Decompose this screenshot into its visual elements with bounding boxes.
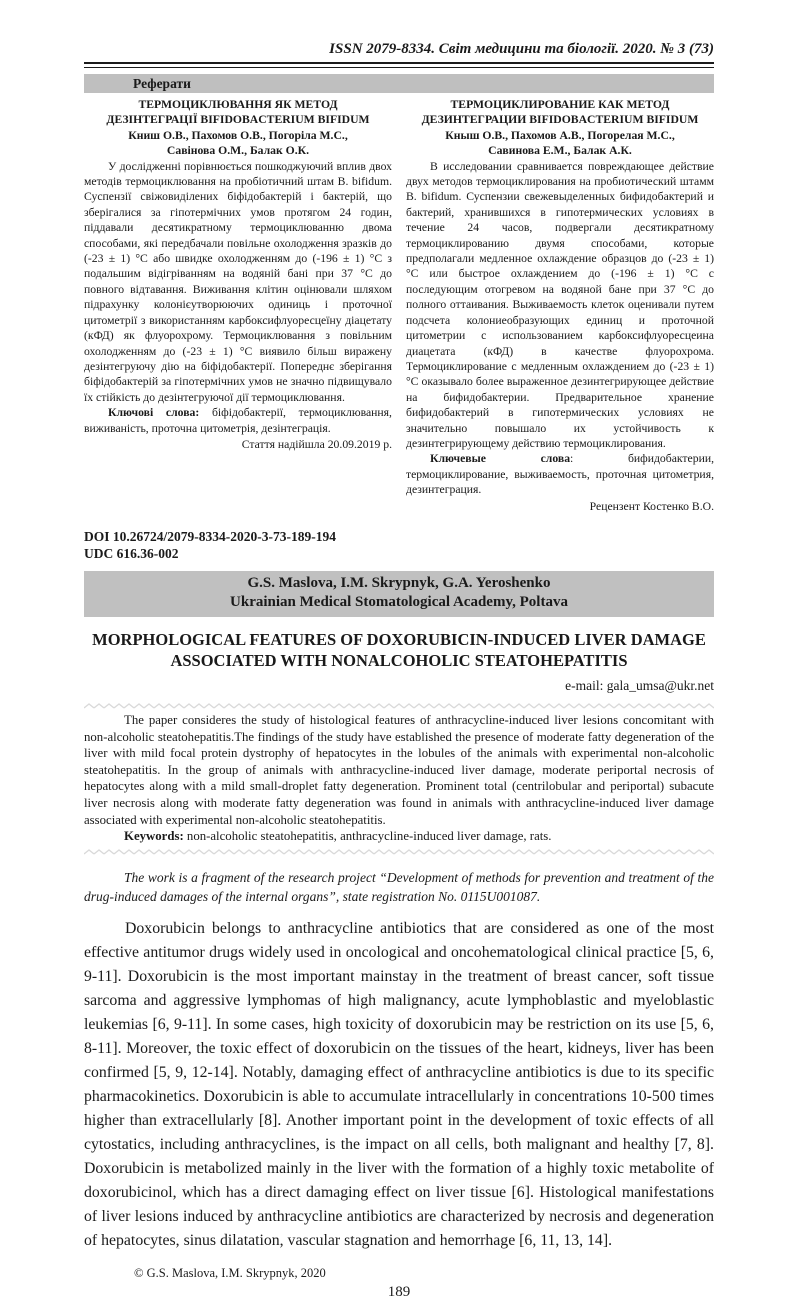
- english-abstract-body: The paper consideres the study of histological features of anthracycline-induced liver lesions concomitant with non-alcoholic steatohepatitis.The findings of the study have established the presence of moderate fatty degeneration of the liver with mild focal protein dystrophy of hepatocytes in the lobules of the animals with experimental non-alcoholic steatohepatitis. In the group of animals with anthracycline-induced liver damage, moderate periportal necrosis of hepatocytes along with a mild small-droplet fatty degeneration. Prominent total (centrilobular and periportal) subacute liver necrosis along with moderate fatty degeneration was found in animals with anthracycline-induced liver damage associated with experimental non-alcoholic steatohepatitis.: [84, 712, 714, 827]
- abstracts-columns: [84, 97, 714, 514]
- abstract-ru-reviewer: Рецензент Костенко В.О.: [589, 499, 714, 513]
- referaty-label: Реферати: [133, 76, 191, 91]
- header-rule: [84, 62, 714, 68]
- english-abstract: [84, 712, 714, 845]
- abstract-uk-keywords-label: Ключові слова:: [108, 406, 200, 420]
- abstract-uk-keywords: [84, 405, 392, 436]
- research-project-note: The work is a fragment of the research project “Development of methods for prevention and treatment of the drug-induced damages of the internal organs”, state registration No. 0115U001087.: [84, 869, 714, 904]
- journal-issn-header: ISSN 2079-8334. Світ медицини та біології. 2020. № 3 (73): [329, 41, 714, 57]
- abstract-ru-authors-line2: Савинова Е.М., Балак А.К.: [488, 144, 632, 158]
- contact-email: e-mail: gala_umsa@ukr.net: [565, 677, 714, 693]
- udc-line: UDC 616.36-002: [84, 546, 179, 562]
- abstract-ru-keywords-text: : бифидобактерии, термоциклирование, выживаемость, проточная цитометрия, дезинтеграция.: [406, 452, 715, 497]
- page-footer: [84, 1266, 714, 1301]
- article-title-line1: MORPHOLOGICAL FEATURES OF DOXORUBICIN-INDUCED LIVER DAMAGE: [92, 629, 706, 649]
- article-affiliation: Ukrainian Medical Stomatological Academy, Poltava: [230, 594, 568, 611]
- english-keywords-label: Keywords:: [124, 829, 184, 844]
- article-title: [84, 629, 714, 671]
- zigzag-divider-top: [84, 703, 714, 709]
- abstract-uk-keywords-text: біфідобактерії, термоциклювання, виживаність, проточна цитометрія, дезінтеграція.: [84, 406, 392, 435]
- article-title-line2: ASSOCIATED WITH NONALCOHOLIC STEATOHEPATITIS: [170, 650, 628, 670]
- abstract-uk-received: Стаття надійшла 20.09.2019 р.: [241, 437, 392, 451]
- referaty-section-bar: [84, 74, 714, 93]
- abstract-ru-keywords: [406, 451, 714, 497]
- doi-udc-block: [84, 528, 714, 563]
- page-number: 189: [387, 1283, 411, 1300]
- abstract-uk-authors-line1: Книш О.В., Пахомов О.В., Погоріла М.С.,: [128, 128, 348, 142]
- abstract-uk-title-line2: ДЕЗІНТЕГРАЦІЇ BIFIDOBACTERIUM BIFIDUM: [106, 113, 370, 127]
- abstract-uk-title-line1: ТЕРМОЦИКЛЮВАННЯ ЯК МЕТОД: [138, 98, 338, 111]
- english-keywords-text: non-alcoholic steatohepatitis, anthracycline-induced liver damage, rats.: [183, 829, 552, 844]
- zigzag-divider-bottom: [84, 849, 714, 855]
- abstract-uk-authors-line2: Савінова О.М., Балак О.К.: [166, 144, 310, 158]
- copyright-line: © G.S. Maslova, I.M. Skrypnyk, 2020: [134, 1265, 326, 1280]
- article-authors: G.S. Maslova, I.M. Skrypnyk, G.A. Yeroshenko: [247, 574, 551, 591]
- article-body-paragraph: Doxorubicin belongs to anthracycline antibiotics that are considered as one of the most effective antitumor drugs widely used in oncological and oncohematological clinical practice [5, 6, 9-11]. Doxorubicin is the most important mainstay in the treatment of breast cancer, soft tissue sarcoma and aggressive lymphomas of high malignancy, acute lymphoblastic and myeloblastic leukemias [6, 9-11]. In some cases, high toxicity of doxorubicin may be restriction on its use [5, 6, 8-11]. Moreover, the toxic effect of doxorubicin on the tissues of the heart, kidneys, liver has been confirmed [5, 9, 12-14]. Notably, damaging effect of anthracycline antibiotics is due to its specific pharmacokinetics. Doxorubicin is able to accumulate intracellularly in concentrations 10-500 times higher than extracellularly [8]. Another important point in the development of toxic effects of all cytostatics, including anthracyclines, is the impact on all cells, both malignant and healthy [7, 8]. Doxorubicin is metabolized mainly in the liver with the formation of a highly toxic metabolite of doxorubicinol, which has a direct damaging effect on liver tissue [6]. Histological manifestations of liver lesions induced by anthracycline antibiotics are characterized by necrosis and degeneration of hepatocytes, sinus dilatation, vascular stagnation and hemorrhage [6, 11, 13, 14].: [84, 919, 714, 1249]
- abstract-uk-body: У дослідженні порівнюється пошкоджуючий вплив двох методів термоциклювання на пробіотичний штам B. bifidum. Суспензії свіжовиділених біфідобактерій і бактерій, що зберігалися за гіпотермічних умов протягом 24 годин, піддавали десятикратному термоциклюванню двома способами, які передбачали повільне охолодження зразків до (-23 ± 1) °С або швидке охолодженням до (-196 ± 1) °С з подальшим відігріванням на водяній бані при 37 °С до повного відтавання. Виживання клітин оцінювали шляхом підрахунку колонієутворюючих одиниць і проточної цитометрії з використанням карбоксифлуоресцеїну діацетату (кФД) як флуорохрому. Термоциклювання з повільним охолодженням до (-23 ± 1) °С виявило більш виражену дезінтегруючу дію на біфідобактерії. Попереднє зберігання біфідобактерій за гіпотермічних умов не значно підвищувало їх стійкість до дезінтегруючої дії термоциклювання.: [84, 159, 392, 404]
- abstract-uk-column: [84, 97, 392, 514]
- english-keywords: [84, 828, 714, 845]
- doi-line: DOI 10.26724/2079-8334-2020-3-73-189-194: [84, 528, 336, 544]
- abstract-ru-title-line2: ДЕЗИНТЕГРАЦИИ BIFIDOBACTERIUM BIFIDUM: [421, 113, 699, 127]
- abstract-ru-body: В исследовании сравнивается повреждающее действие двух методов термоциклирования на пробиотический штамм B. bifidum. Суспензии свежевыделенных бифидобактерий и бактерий, хранившихся в гипотермических условиях в течение 24 часов, подвергали десятикратному термоциклированию двумя способами, которые предполагали медленное охлаждение образцов до (-23 ± 1) °С или быстрое охлаждением до (-196 ± 1) °С с последующим отогревом на водяной бане при 37 °С до полного оттаивания. Выживаемость клеток оценивали путем подсчета колониеобразующих единиц и проточной цитометрии с использованием карбоксифлуоресцеина диацетата (кФД) в качестве флуорохрома. Термоциклирование с медленным охлаждением до (-23 ± 1) °С оказывало более выраженное дезинтегрирующее действие на бифидобактерии. Предварительное хранение бифидобактерий в гипотермических условиях не значительно повышало их устойчивость к дезинтегрирующему действию термоциклирования.: [406, 159, 714, 450]
- abstract-ru-authors-line1: Кныш О.В., Пахомов А.В., Погорелая М.С.,: [445, 128, 675, 142]
- abstract-ru-title-line1: ТЕРМОЦИКЛИРОВАНИЕ КАК МЕТОД: [450, 98, 670, 111]
- abstract-ru-keywords-label: Ключевые слова: [430, 452, 571, 466]
- abstract-ru-column: [406, 97, 714, 514]
- article-authors-bar: [84, 571, 714, 617]
